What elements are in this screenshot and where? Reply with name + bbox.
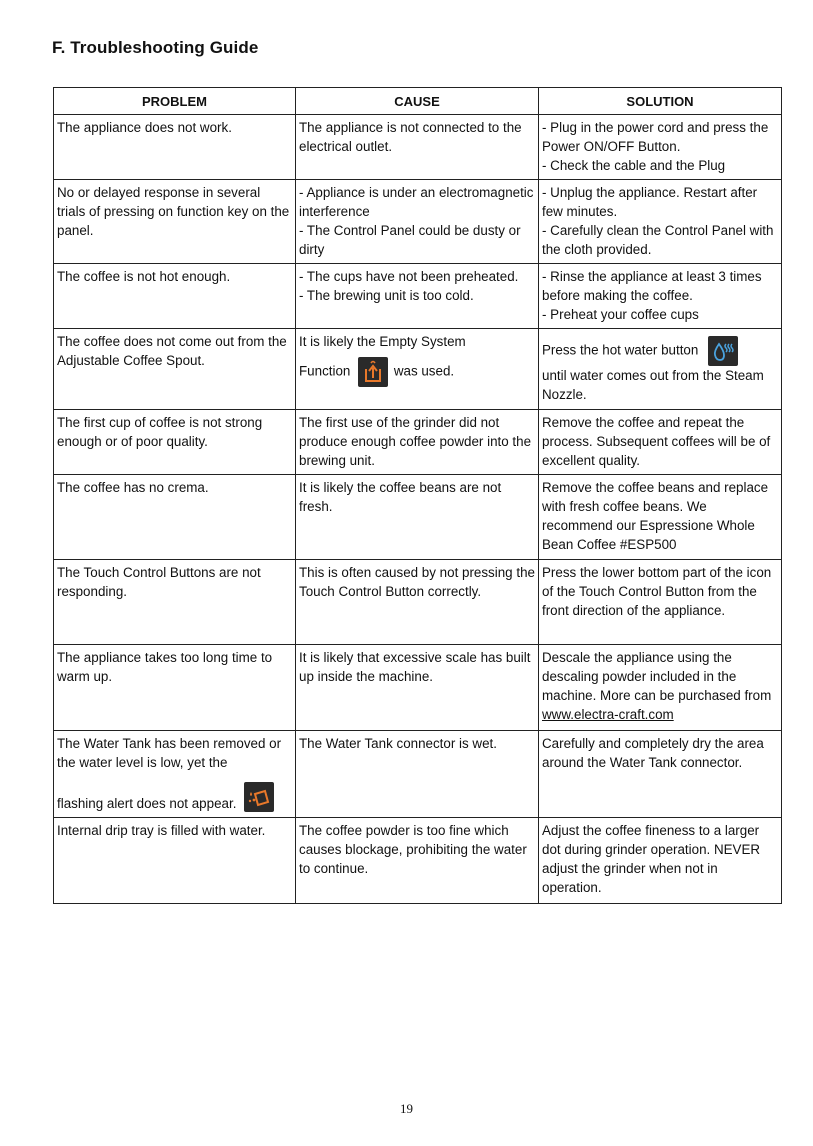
- cause-cell: It is likely that excessive scale has built up inside the machine.: [296, 645, 539, 731]
- table-row: [54, 645, 782, 731]
- water-tank-alert-icon: [244, 782, 274, 812]
- solution-cell: Press the lower bottom part of the icon of the Touch Control Button from the front direction of the appliance.: [539, 560, 782, 645]
- solution-line: - Rinse the appliance at least 3 times before making the coffee.: [542, 269, 762, 303]
- cause-cell: It is likely the coffee beans are not fresh.: [296, 475, 539, 560]
- solution-cell: Carefully and completely dry the area around the Water Tank connector.: [539, 731, 782, 818]
- solution-line: - Preheat your coffee cups: [542, 307, 699, 322]
- cause-cell: The first use of the grinder did not produce enough coffee powder into the brewing unit.: [296, 410, 539, 475]
- table-header-row: [54, 88, 782, 115]
- solution-line: until water comes out from the Steam Nozzle.: [542, 368, 764, 402]
- header-cause: CAUSE: [296, 88, 539, 115]
- problem-cell: The coffee has no crema.: [54, 475, 296, 560]
- table-row: [54, 475, 782, 560]
- table-row: [54, 731, 782, 818]
- troubleshooting-table: [53, 87, 782, 904]
- solution-cell: Remove the coffee beans and replace with fresh coffee beans. We recommend our Espressione Whole Bean Coffee #ESP500: [539, 475, 782, 560]
- cause-cell: The appliance is not connected to the electrical outlet.: [296, 115, 539, 180]
- problem-cell: Internal drip tray is filled with water.: [54, 818, 296, 904]
- problem-line: flashing alert does not appear.: [57, 796, 237, 811]
- cause-cell: [296, 329, 539, 410]
- solution-press-label: Press the hot water button: [542, 342, 699, 358]
- header-problem: PROBLEM: [54, 88, 296, 115]
- table-row: [54, 560, 782, 645]
- solution-icon-line: [542, 336, 778, 366]
- solution-cell: [539, 645, 782, 731]
- problem-line: The Water Tank has been removed or the water level is low, yet the: [57, 736, 282, 770]
- solution-line: - Check the cable and the Plug: [542, 158, 726, 173]
- page-number: 19: [400, 1101, 413, 1116]
- solution-cell: [539, 115, 782, 180]
- cause-function-label: Function: [299, 363, 351, 379]
- cause-cell: The Water Tank connector is wet.: [296, 731, 539, 818]
- solution-cell: Adjust the coffee fineness to a larger dot during grinder operation. NEVER adjust the grinder when not in operation.: [539, 818, 782, 904]
- problem-cell: The Touch Control Buttons are not responding.: [54, 560, 296, 645]
- table-row: [54, 264, 782, 329]
- table-row: [54, 329, 782, 410]
- problem-cell: The first cup of coffee is not strong enough or of poor quality.: [54, 410, 296, 475]
- problem-cell: The appliance does not work.: [54, 115, 296, 180]
- solution-line: - Carefully clean the Control Panel with the cloth provided.: [542, 223, 774, 257]
- solution-cell: [539, 180, 782, 264]
- cause-was-used-label: was used.: [393, 363, 455, 379]
- empty-system-icon: [358, 357, 388, 387]
- cause-line: - The Control Panel could be dusty or dirty: [299, 223, 521, 257]
- problem-cell: No or delayed response in several trials of pressing on function key on the panel.: [54, 180, 296, 264]
- table-row: [54, 818, 782, 904]
- problem-icon-line: [57, 782, 292, 813]
- solution-cell: [539, 329, 782, 410]
- header-solution: SOLUTION: [539, 88, 782, 115]
- cause-line: - Appliance is under an electromagnetic interference: [299, 185, 534, 219]
- solution-cell: [539, 264, 782, 329]
- solution-text: Descale the appliance using the descaling powder included in the machine. More can be purchased from: [542, 650, 772, 703]
- solution-line: - Unplug the appliance. Restart after few minutes.: [542, 185, 758, 219]
- solution-cell: Remove the coffee and repeat the process. Subsequent coffees will be of excellent quality.: [539, 410, 782, 475]
- cause-line: - The cups have not been preheated.: [299, 269, 519, 284]
- cause-line: - The brewing unit is too cold.: [299, 288, 474, 303]
- table-row: [54, 410, 782, 475]
- cause-cell: [296, 180, 539, 264]
- cause-cell: The coffee powder is too fine which causes blockage, prohibiting the water to continue.: [296, 818, 539, 904]
- problem-cell: The appliance takes too long time to warm up.: [54, 645, 296, 731]
- hot-water-icon: [708, 336, 738, 366]
- problem-cell: The coffee does not come out from the Adjustable Coffee Spout.: [54, 329, 296, 410]
- cause-cell: [296, 264, 539, 329]
- website-link[interactable]: www.electra-craft.com: [542, 707, 674, 722]
- table-row: [54, 115, 782, 180]
- table-row: [54, 180, 782, 264]
- cause-line: It is likely the Empty System: [299, 334, 466, 349]
- problem-cell: [54, 731, 296, 818]
- problem-cell: The coffee is not hot enough.: [54, 264, 296, 329]
- cause-cell: This is often caused by not pressing the Touch Control Button correctly.: [296, 560, 539, 645]
- solution-line: - Plug in the power cord and press the Power ON/OFF Button.: [542, 120, 769, 154]
- cause-icon-line: [299, 357, 535, 387]
- section-title: F. Troubleshooting Guide: [52, 38, 259, 57]
